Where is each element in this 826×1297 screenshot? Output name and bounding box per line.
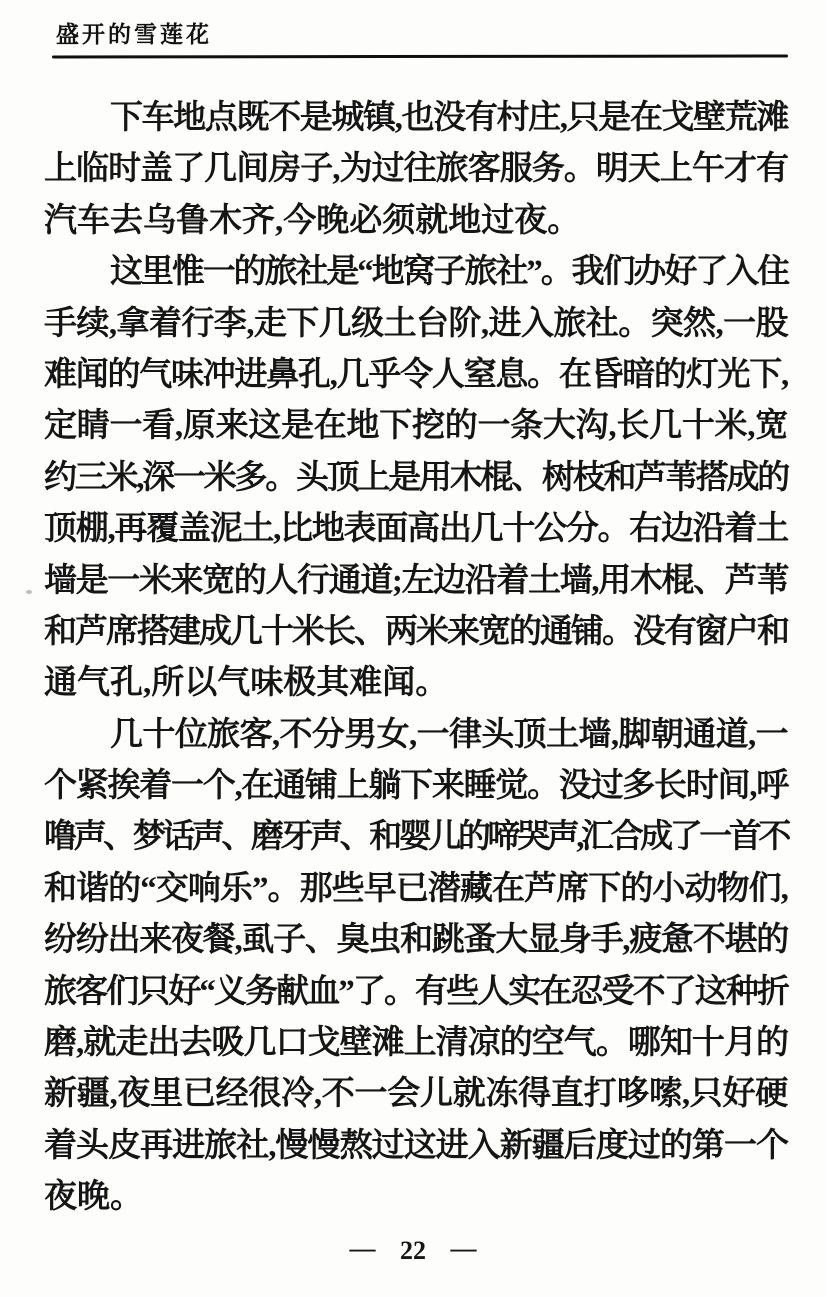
text-line: 纷纷出来夜餐,虱子、臭虫和跳蚤大显身手,疲惫不堪的 bbox=[44, 922, 789, 959]
running-header-title: 盛开的雪莲花 bbox=[56, 22, 212, 48]
page-number: 22 bbox=[400, 1236, 426, 1265]
text-line: 夜晚。 bbox=[44, 1179, 143, 1216]
page-body bbox=[44, 93, 788, 1224]
text-line: 墙是一米来宽的人行通道;左边沿着土墙,用木棍、芦苇 bbox=[44, 562, 788, 599]
text-line: 噜声、梦话声、磨牙声、和婴儿的啼哭声,汇合成了一首不 bbox=[44, 819, 789, 856]
text-line: 定睛一看,原来这是在地下挖的一条大沟,长几十米,宽 bbox=[44, 408, 789, 445]
text-line: 和谐的“交响乐”。那些早已潜藏在芦席下的小动物们, bbox=[44, 870, 789, 907]
text-line: 磨,就走出去吸几口戈壁滩上清凉的空气。哪知十月的 bbox=[44, 1025, 788, 1062]
text-line: 约三米,深一米多。头顶上是用木棍、树枝和芦苇搭成的 bbox=[44, 459, 788, 496]
text-line: 和芦席搭建成几十米长、两米来宽的通铺。没有窗户和 bbox=[44, 613, 788, 650]
text-line: 顶棚,再覆盖泥土,比地表面高出几十公分。右边沿着土 bbox=[44, 511, 789, 548]
header-rule bbox=[52, 54, 788, 58]
text-line: 旅客们只好“义务献血”了。有些人实在忍受不了这种折 bbox=[44, 973, 788, 1010]
page-footer bbox=[0, 1236, 826, 1266]
text-line: 新疆,夜里已经很冷,不一会儿就冻得直打哆嗦,只好硬 bbox=[44, 1076, 789, 1113]
scan-speck bbox=[26, 590, 32, 594]
text-line: 汽车去乌鲁木齐,今晚必须就地过夜。 bbox=[44, 202, 581, 239]
footer-dash-right: — bbox=[450, 1234, 477, 1263]
text-line: 下车地点既不是城镇,也没有村庄,只是在戈壁荒滩 bbox=[110, 100, 789, 136]
text-line: 这里惟一的旅社是“地窝子旅社”。我们办好了入住 bbox=[110, 254, 789, 291]
text-line: 上临时盖了几间房子,为过往旅客服务。明天上午才有 bbox=[44, 151, 788, 188]
text-line: 通气孔,所以气味极其难闻。 bbox=[44, 665, 449, 702]
text-line: 难闻的气味冲进鼻孔,几乎令人窒息。在昏暗的灯光下, bbox=[44, 356, 789, 393]
text-line: 手续,拿着行李,走下几级土台阶,进入旅社。突然,一股 bbox=[44, 305, 789, 342]
text-line: 几十位旅客,不分男女,一律头顶土墙,脚朝通道,一 bbox=[110, 716, 788, 753]
text-line: 着头皮再进旅社,慢慢熬过这进入新疆后度过的第一个 bbox=[44, 1127, 788, 1164]
text-line: 个紧挨着一个,在通铺上躺下来睡觉。没过多长时间,呼 bbox=[44, 768, 789, 805]
footer-dash-left: — bbox=[349, 1234, 376, 1263]
